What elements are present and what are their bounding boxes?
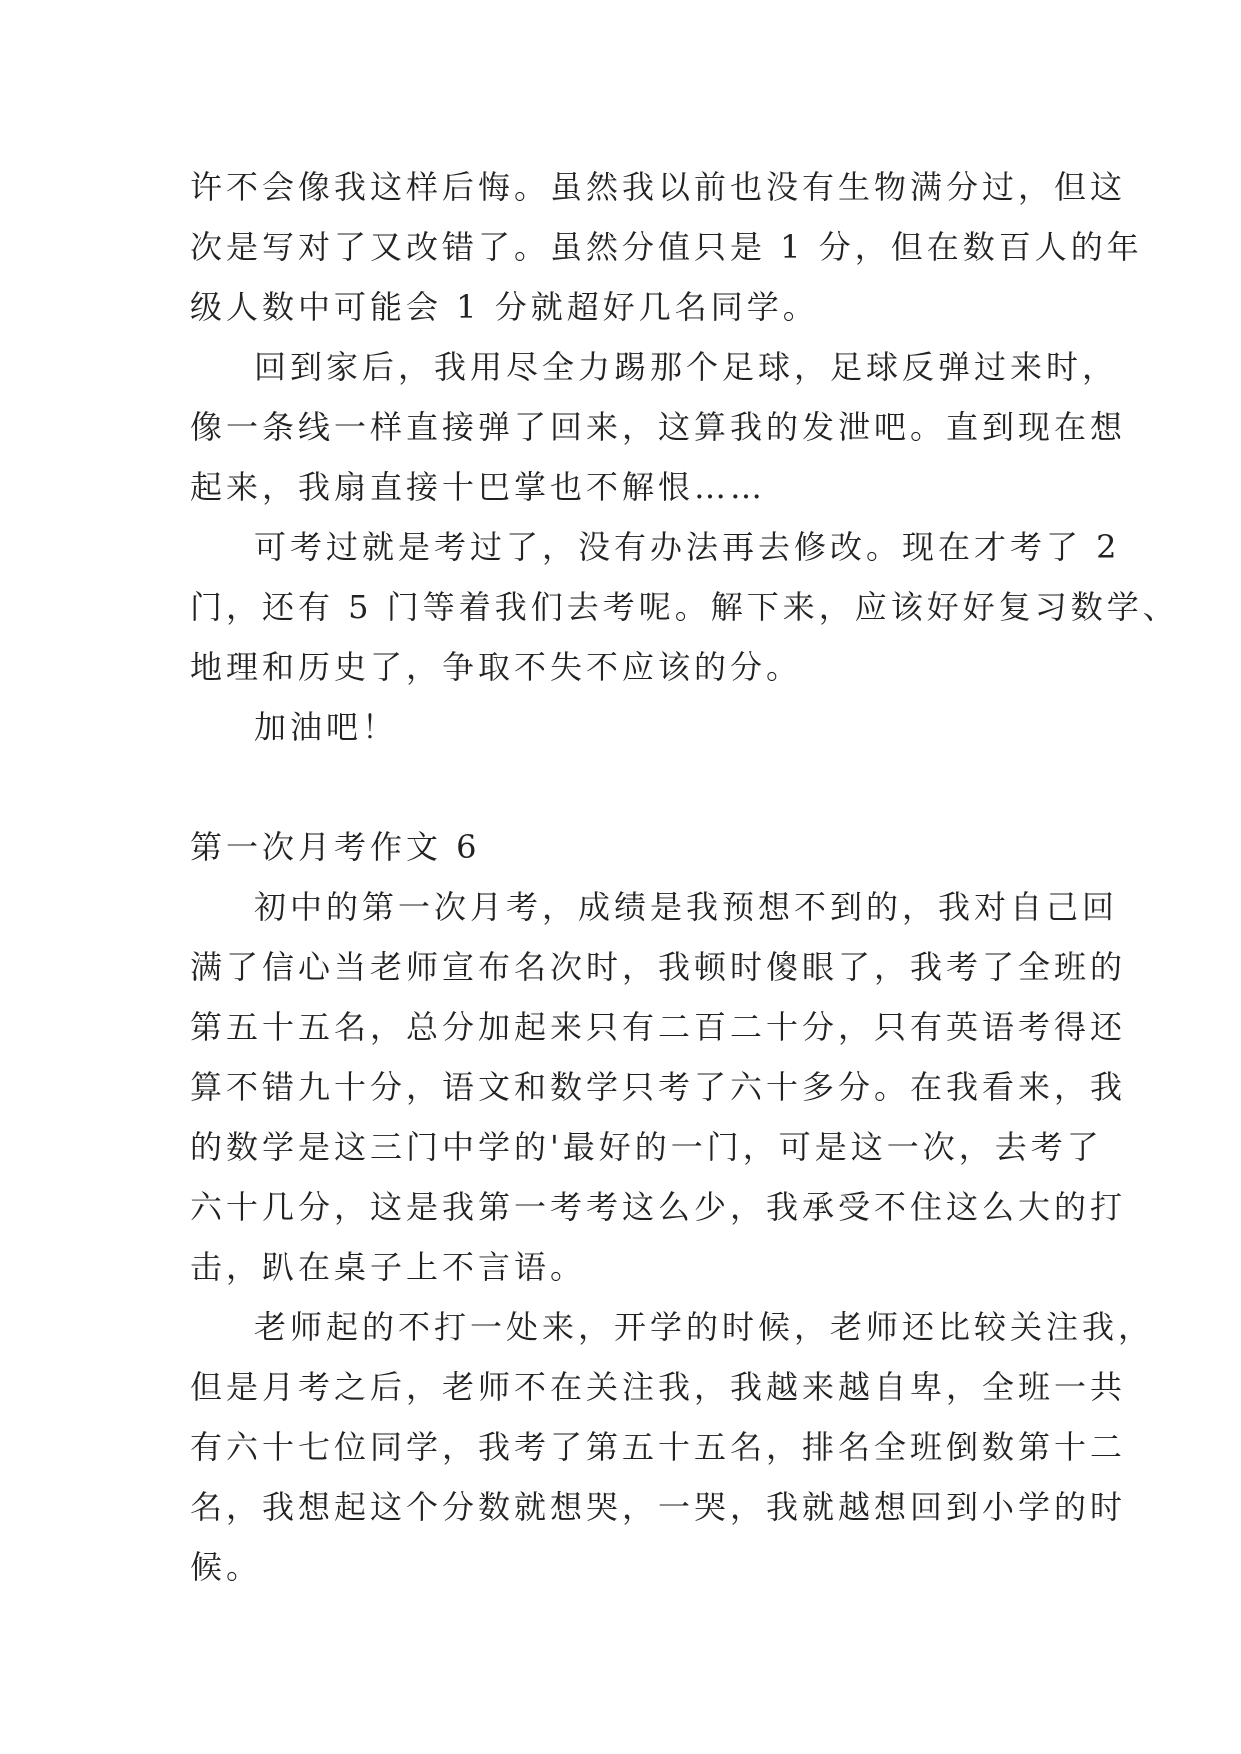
paragraph-start: 加油吧！ bbox=[254, 708, 399, 746]
text-line: 第五十五名，总分加起来只有二百二十分，只有英语考得还 bbox=[190, 1008, 1127, 1046]
text-line: 有六十七位同学，我考了第五十五名，排名全班倒数第十二 bbox=[190, 1428, 1127, 1466]
paragraph-start: 初中的第一次月考，成绩是我预想不到的，我对自己回 bbox=[254, 888, 1119, 926]
text-line: 六十几分，这是我第一考考这么少，我承受不住这么大的打 bbox=[190, 1188, 1127, 1226]
text-line: 候。 bbox=[190, 1548, 263, 1586]
section-spacer bbox=[190, 757, 1052, 817]
text-line: 算不错九十分，语文和数学只考了六十多分。在我看来，我 bbox=[190, 1068, 1127, 1106]
text-line: 次是写对了又改错了。虽然分值只是 1 分，但在数百人的年 bbox=[190, 228, 1143, 266]
text-line: 许不会像我这样后悔。虽然我以前也没有生物满分过，但这 bbox=[190, 168, 1127, 206]
text-line: 地理和历史了，争取不失不应该的分。 bbox=[190, 648, 803, 686]
text-line: 级人数中可能会 1 分就超好几名同学。 bbox=[190, 288, 819, 326]
paragraph-start: 可考过就是考过了，没有办法再去修改。现在才考了 2 bbox=[254, 528, 1121, 566]
text-line: 的数学是这三门中学的'最好的一门，可是这一次，去考了 bbox=[190, 1128, 1103, 1166]
text-line: 但是月考之后，老师不在关注我，我越来越自卑，全班一共 bbox=[190, 1368, 1127, 1406]
text-line: 满了信心当老师宣布名次时，我顿时傻眼了，我考了全班的 bbox=[190, 948, 1127, 986]
text-line: 击，趴在桌子上不言语。 bbox=[190, 1248, 587, 1286]
essay-body bbox=[190, 157, 1179, 1597]
text-line: 门，还有 5 门等着我们去考呢。解下来，应该好好复习数学、 bbox=[190, 588, 1179, 626]
paragraph-start: 老师起的不打一处来，开学的时候，老师还比较关注我， bbox=[254, 1308, 1155, 1346]
paragraph-start: 回到家后，我用尽全力踢那个足球，足球反弹过来时， bbox=[254, 348, 1119, 386]
text-line: 像一条线一样直接弹了回来，这算我的发泄吧。直到现在想 bbox=[190, 408, 1127, 446]
text-line: 起来，我扇直接十巴掌也不解恨…… bbox=[190, 468, 767, 506]
essay-title: 第一次月考作文 6 bbox=[190, 828, 481, 866]
text-line: 名，我想起这个分数就想哭，一哭，我就越想回到小学的时 bbox=[190, 1488, 1127, 1526]
